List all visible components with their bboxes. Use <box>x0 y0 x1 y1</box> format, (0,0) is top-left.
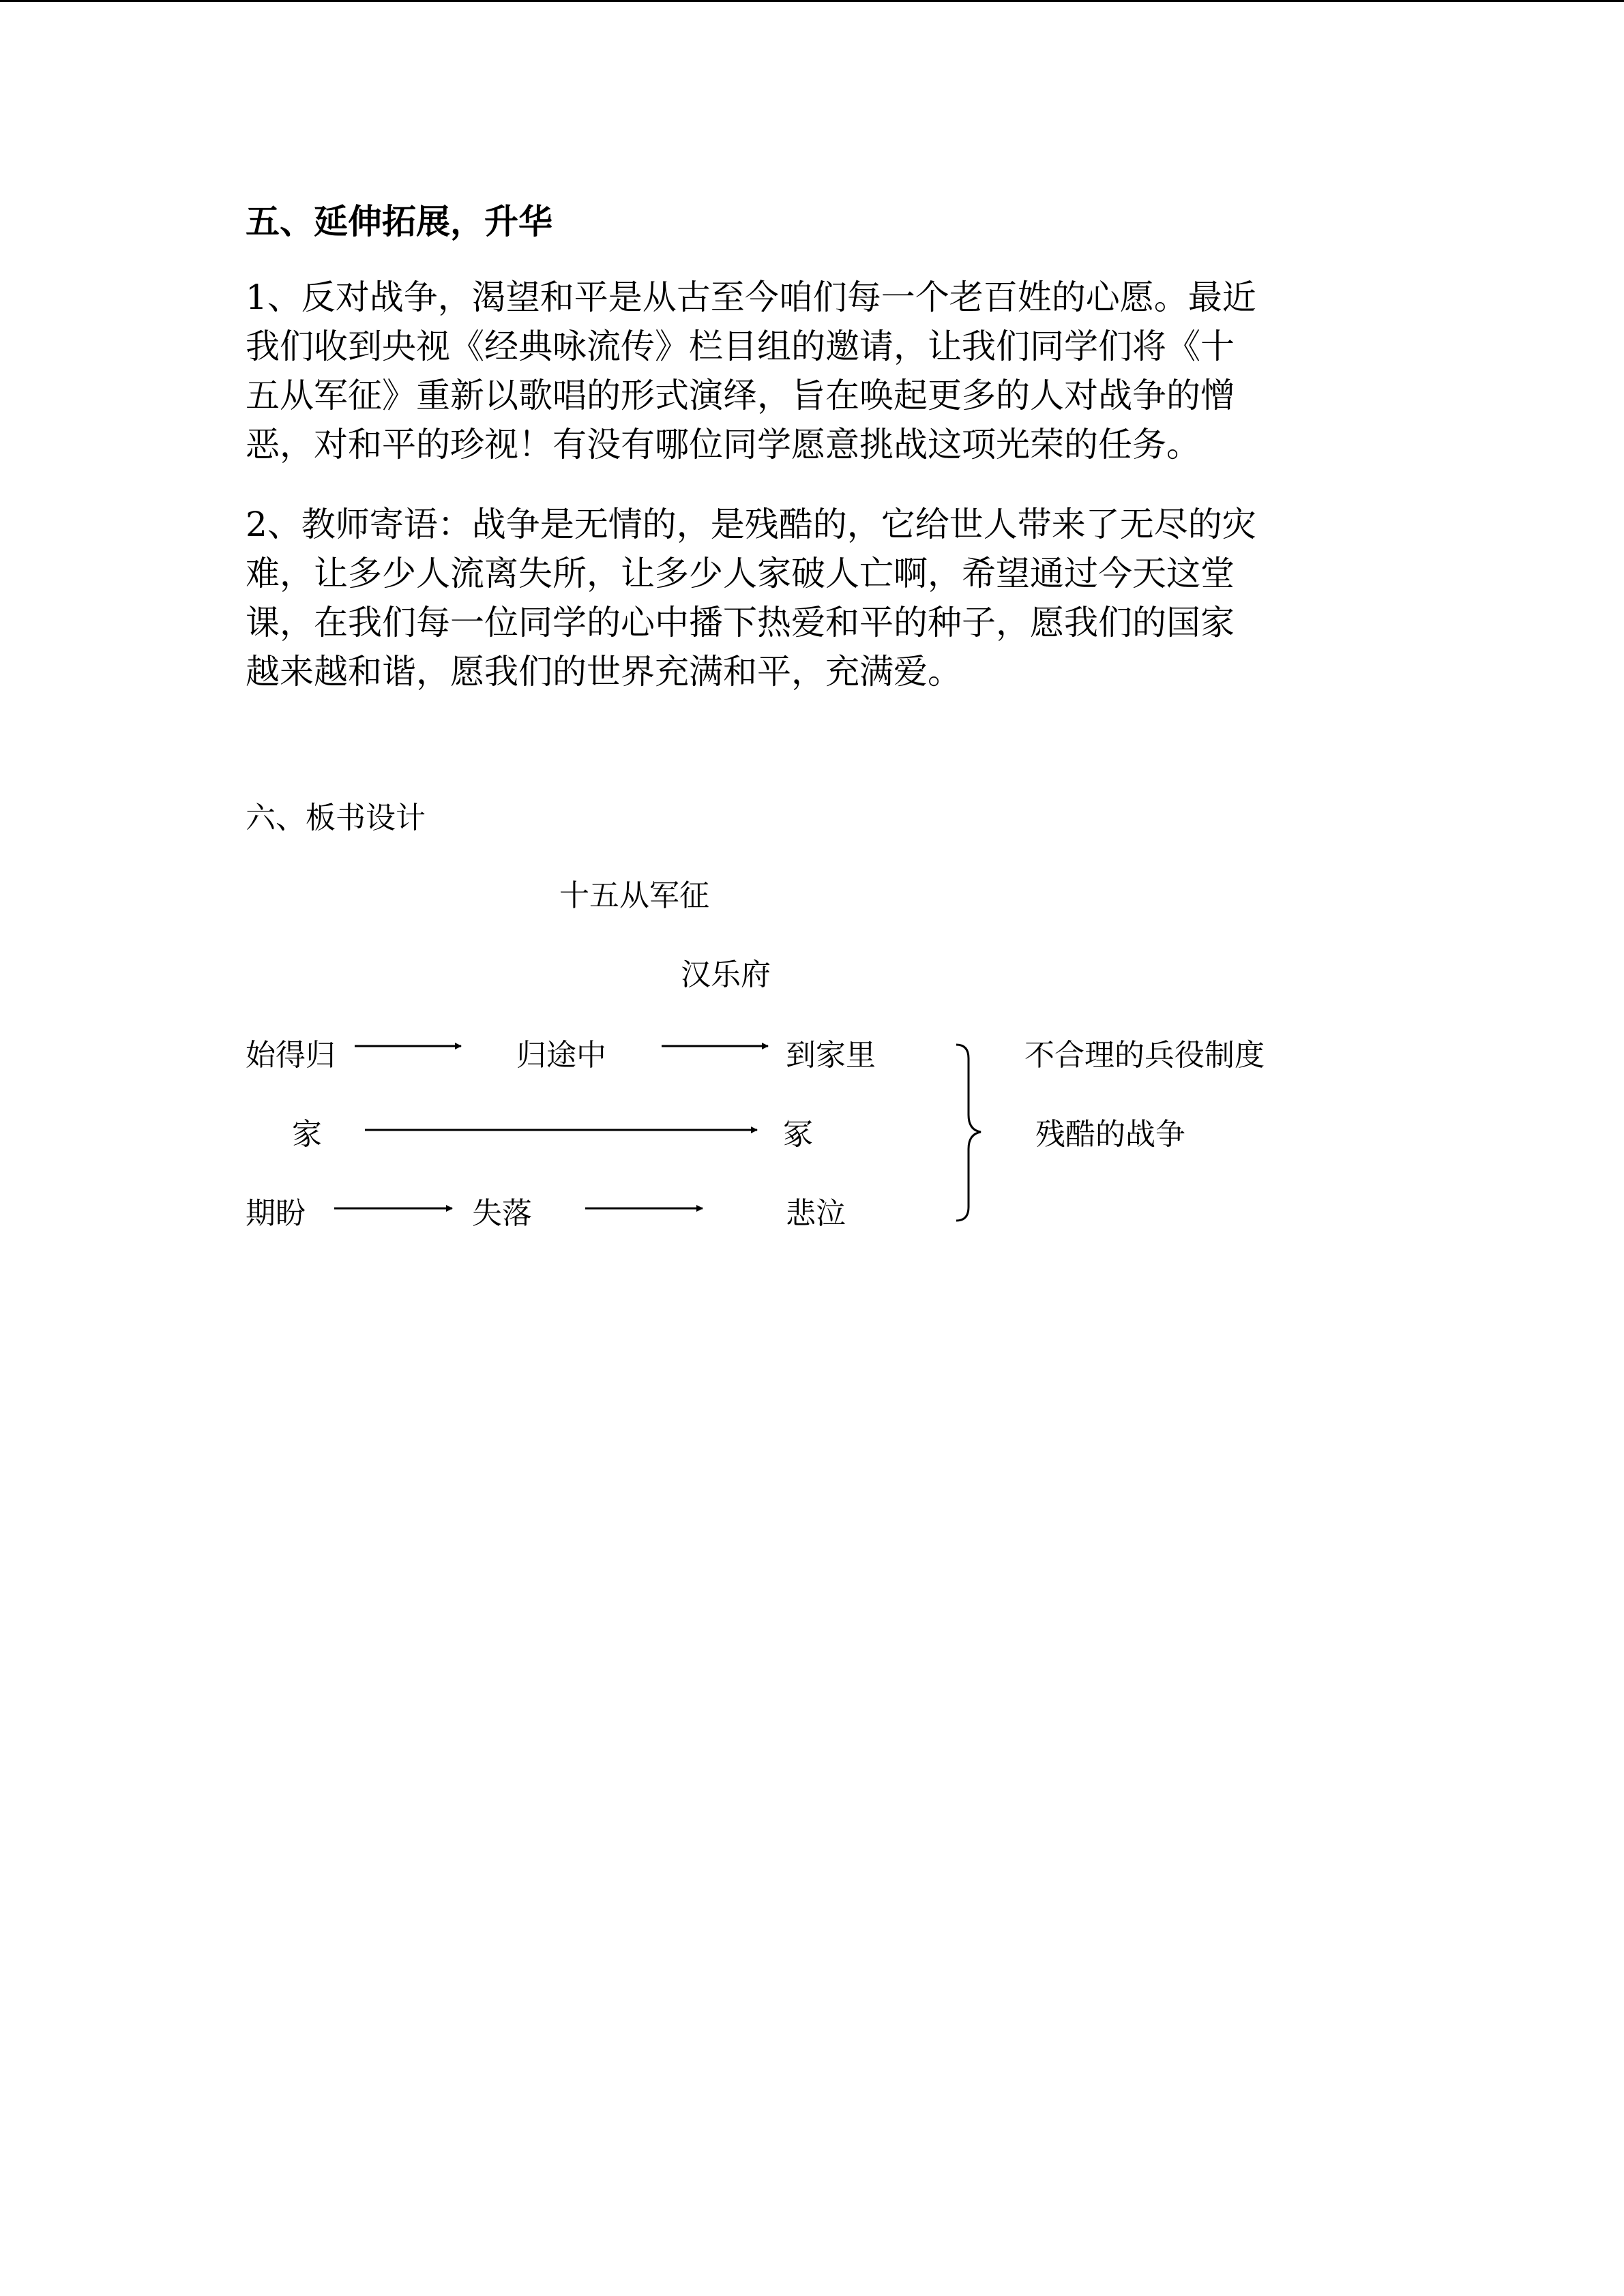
board-row3-end: 悲泣 <box>786 1196 846 1231</box>
board-heading: 六、板书设计 <box>246 801 426 835</box>
board-row3-start: 期盼 <box>246 1196 306 1231</box>
paragraph-2 <box>246 500 1385 696</box>
board-row1-end: 到家里 <box>786 1038 876 1073</box>
top-border <box>0 0 1624 2</box>
paragraph-1 <box>246 273 1385 469</box>
paragraph-1-line: 五从军征》重新以歌唱的形式演绎，旨在唤起更多的人对战争的憎 <box>246 376 1235 415</box>
board-row1-start: 始得归 <box>246 1038 336 1073</box>
curly-brace <box>956 1045 981 1221</box>
board-conclusion-1: 不合理的兵役制度 <box>1024 1038 1265 1073</box>
board-title: 十五从军征 <box>559 878 709 913</box>
board-author: 汉乐府 <box>681 957 771 992</box>
paragraph-1-line: 1、反对战争，渴望和平是从古至今咱们每一个老百姓的心愿。最近 <box>246 278 1256 317</box>
paragraph-2-line: 越来越和谐，愿我们的世界充满和平，充满爱。 <box>246 652 962 691</box>
board-row1-middle: 归途中 <box>516 1038 606 1073</box>
section-heading: 五、延伸拓展，升华 <box>246 201 552 241</box>
paragraph-1-line: 我们收到央视《经典咏流传》栏目组的邀请，让我们同学们将《十 <box>246 327 1235 366</box>
paragraph-2-line: 课，在我们每一位同学的心中播下热爱和平的种子，愿我们的国家 <box>246 603 1235 642</box>
paragraph-1-line: 恶，对和平的珍视！有没有哪位同学愿意挑战这项光荣的任务。 <box>246 425 1200 464</box>
board-conclusion-2: 残酷的战争 <box>1035 1117 1185 1152</box>
board-row3-middle: 失落 <box>472 1196 532 1231</box>
paragraph-2-line: 难，让多少人流离失所，让多少人家破人亡啊，希望通过今天这堂 <box>246 554 1235 593</box>
paragraph-2-line: 2、教师寄语：战争是无情的，是残酷的，它给世人带来了无尽的灾 <box>246 505 1256 544</box>
board-row2-end: 冢 <box>783 1117 813 1152</box>
board-row2-start: 家 <box>292 1117 322 1152</box>
